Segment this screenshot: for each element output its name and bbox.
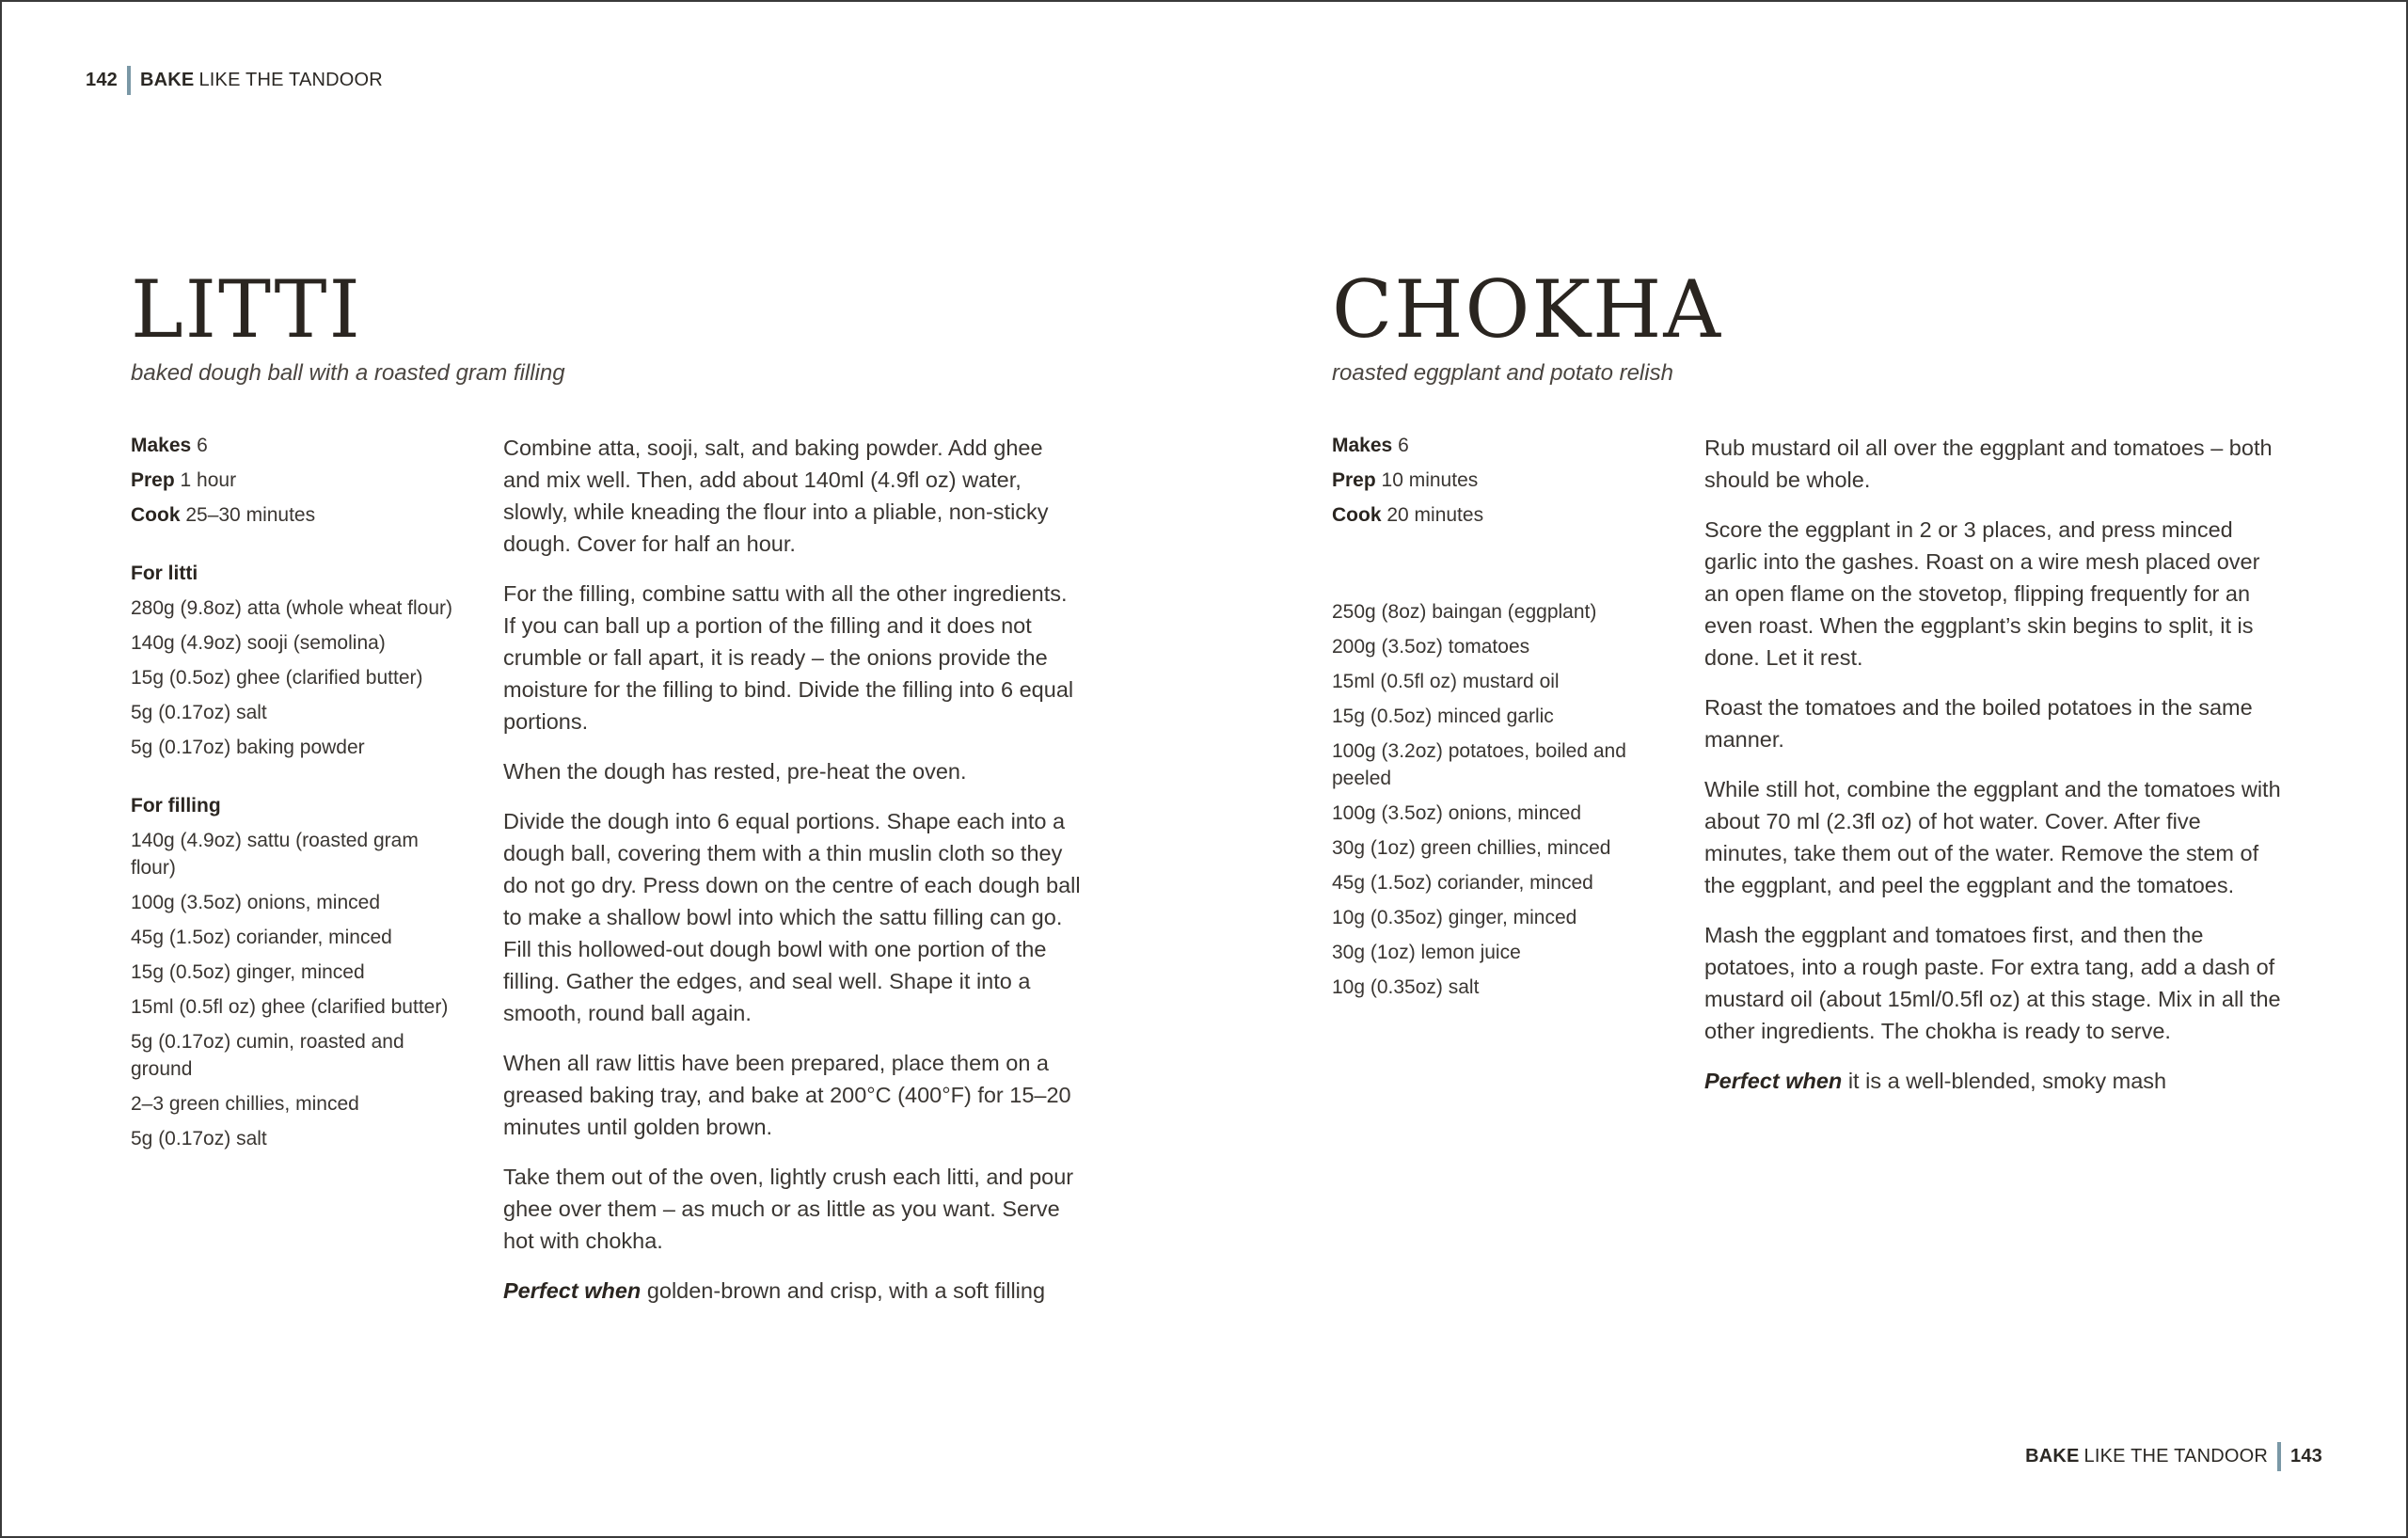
ingredient-item: 45g (1.5oz) coriander, minced	[1332, 872, 1593, 894]
method-step: For the filling, combine sattu with all the other ingredients. If you can ball up a portion of the filling and it does not crumble or fall apart, it is ready – the onions provide the moisture for the filling to bind. Divide the filling into 6 equal portions.	[503, 581, 1074, 734]
ingredient-item: 15g (0.5oz) ginger, minced	[131, 961, 365, 983]
method-step: Mash the eggplant and tomatoes first, and then the potatoes, into a rough paste. For extra tang, add a dash of mustard oil (about 15ml/0.5fl oz) at this stage. Mix in all the other ingredients. The chokha is ready to serve.	[1704, 923, 2281, 1043]
method-column	[1704, 432, 2284, 1115]
ingredient-item: 45g (1.5oz) coriander, minced	[131, 927, 392, 948]
ingredient-group-heading: For filling	[131, 795, 221, 817]
page-number-left: 142	[86, 70, 118, 90]
ingredient-item: 280g (9.8oz) atta (whole wheat flour)	[131, 597, 453, 619]
ingredient-item: 30g (1oz) green chillies, minced	[1332, 837, 1611, 859]
perfect-when-text: golden-brown and crisp, with a soft filling	[646, 1278, 1046, 1303]
ingredient-item: 100g (3.2oz) potatoes, boiled and peeled	[1332, 740, 1626, 789]
running-head-left	[86, 66, 383, 95]
method-step: When all raw littis have been prepared, place them on a greased baking tray, and bake at 200°C (400°F) for 15–20 minutes until golden brown.	[503, 1051, 1071, 1139]
section-name: LIKE THE TANDOOR	[2083, 1446, 2269, 1467]
running-head-divider	[127, 66, 131, 95]
method-step: Combine atta, sooji, salt, and baking powder. Add ghee and mix well. Then, add about 140ml (4.9fl oz) water, slowly, while kneading the flour into a pliable, non-sticky dough. Cover for half an hour.	[503, 436, 1049, 556]
ingredients-column	[1332, 432, 1663, 1115]
ingredients-column	[131, 432, 462, 1324]
meta-value: 1 hour	[180, 469, 237, 491]
section-name-bold: BAKE	[139, 70, 195, 90]
perfect-when-text: it is a well-blended, smoky mash	[1847, 1069, 2167, 1093]
recipe-chokha	[1332, 263, 2284, 1115]
meta-value: 25–30 minutes	[185, 504, 316, 526]
method-step: When the dough has rested, pre-heat the oven.	[503, 759, 967, 784]
method-step: Score the eggplant in 2 or 3 places, and press minced garlic into the gashes. Roast on a wire mesh placed over an open flame on the stovetop, flipping frequently for an even roast. When the eggplant’s skin begins to split, it is done. Let it rest.	[1704, 517, 2260, 670]
ingredient-item: 250g (8oz) baingan (eggplant)	[1332, 601, 1597, 623]
recipe-meta-cook	[1332, 501, 1663, 529]
ingredient-item: 140g (4.9oz) sooji (semolina)	[131, 632, 386, 654]
recipe-title: CHOKHA	[1332, 263, 1723, 356]
meta-label: Prep	[1332, 469, 1376, 491]
section-name: LIKE THE TANDOOR	[198, 70, 383, 90]
meta-value: 10 minutes	[1381, 469, 1479, 491]
ingredient-item: 5g (0.17oz) cumin, roasted and ground	[131, 1031, 404, 1080]
recipe-title: LITTI	[131, 263, 362, 356]
ingredient-group-heading: For litti	[131, 563, 198, 584]
method-step: While still hot, combine the eggplant and the tomatoes with about 70 ml (2.3fl oz) of hot water. Cover. After five minutes, take them out of the water. Remove the stem of the eggplant, and peel the eggplant and the tomatoes.	[1704, 777, 2281, 897]
ingredient-item: 15ml (0.5fl oz) ghee (clarified butter)	[131, 996, 449, 1018]
ingredient-item: 5g (0.17oz) salt	[131, 702, 267, 723]
meta-label: Prep	[131, 469, 175, 491]
ingredient-item: 5g (0.17oz) salt	[131, 1128, 267, 1150]
perfect-when-label: Perfect when	[1704, 1069, 1843, 1093]
ingredient-item: 140g (4.9oz) sattu (roasted gram flour)	[131, 830, 419, 879]
page-number-right: 143	[2290, 1446, 2322, 1467]
meta-label: Cook	[1332, 504, 1382, 526]
recipe-meta-makes	[1332, 432, 1663, 459]
recipe-meta-prep	[131, 467, 462, 494]
method-step: Take them out of the oven, lightly crush each litti, and pour ghee over them – as much or as little as you want. Serve hot with chokha.	[503, 1165, 1074, 1253]
meta-value: 6	[1398, 435, 1409, 456]
method-step: Divide the dough into 6 equal portions. Shape each into a dough ball, covering them with a thin muslin cloth so they do not go dry. Press down on the centre of each dough ball to make a shallow bowl into which the sattu filling can go. Fill this hollowed-out dough bowl with one portion of the filling. Gather the edges, and seal well. Shape it into a smooth, round ball again.	[503, 809, 1081, 1025]
method-step: Rub mustard oil all over the eggplant and tomatoes – both should be whole.	[1704, 436, 2273, 492]
meta-label: Makes	[131, 435, 192, 456]
recipe-meta-makes	[131, 432, 462, 459]
meta-value: 20 minutes	[1386, 504, 1484, 526]
ingredient-item: 100g (3.5oz) onions, minced	[1332, 802, 1581, 824]
perfect-when-label: Perfect when	[503, 1278, 642, 1303]
ingredient-item: 2–3 green chillies, minced	[131, 1093, 359, 1115]
ingredient-item: 30g (1oz) lemon juice	[1332, 942, 1521, 963]
recipe-meta-cook	[131, 501, 462, 529]
ingredients-spacer	[1332, 536, 1663, 598]
recipe-litti	[131, 263, 1083, 1324]
perfect-when-note	[1704, 1065, 2284, 1097]
section-name-bold: BAKE	[2025, 1446, 2080, 1467]
ingredient-item: 10g (0.35oz) ginger, minced	[1332, 907, 1577, 928]
ingredient-item: 10g (0.35oz) salt	[1332, 976, 1480, 998]
ingredient-item: 100g (3.5oz) onions, minced	[131, 892, 380, 913]
recipe-meta-prep	[1332, 467, 1663, 494]
recipe-columns	[131, 432, 1083, 1324]
meta-label: Cook	[131, 504, 181, 526]
running-head-divider	[2277, 1442, 2281, 1471]
method-column	[503, 432, 1083, 1324]
recipe-columns	[1332, 432, 2284, 1115]
running-head-right	[2025, 1442, 2322, 1471]
ingredient-item: 5g (0.17oz) baking powder	[131, 737, 365, 758]
ingredient-item: 15ml (0.5fl oz) mustard oil	[1332, 671, 1560, 692]
ingredient-item: 15g (0.5oz) ghee (clarified butter)	[131, 667, 423, 689]
method-step: Roast the tomatoes and the boiled potatoes in the same manner.	[1704, 695, 2253, 752]
recipe-subtitle: baked dough ball with a roasted gram filling	[131, 360, 565, 386]
recipe-subtitle: roasted eggplant and potato relish	[1332, 360, 1673, 386]
perfect-when-note	[503, 1275, 1083, 1307]
ingredient-item: 15g (0.5oz) minced garlic	[1332, 706, 1554, 727]
ingredient-item: 200g (3.5oz) tomatoes	[1332, 636, 1530, 658]
meta-value: 6	[197, 435, 208, 456]
meta-label: Makes	[1332, 435, 1393, 456]
